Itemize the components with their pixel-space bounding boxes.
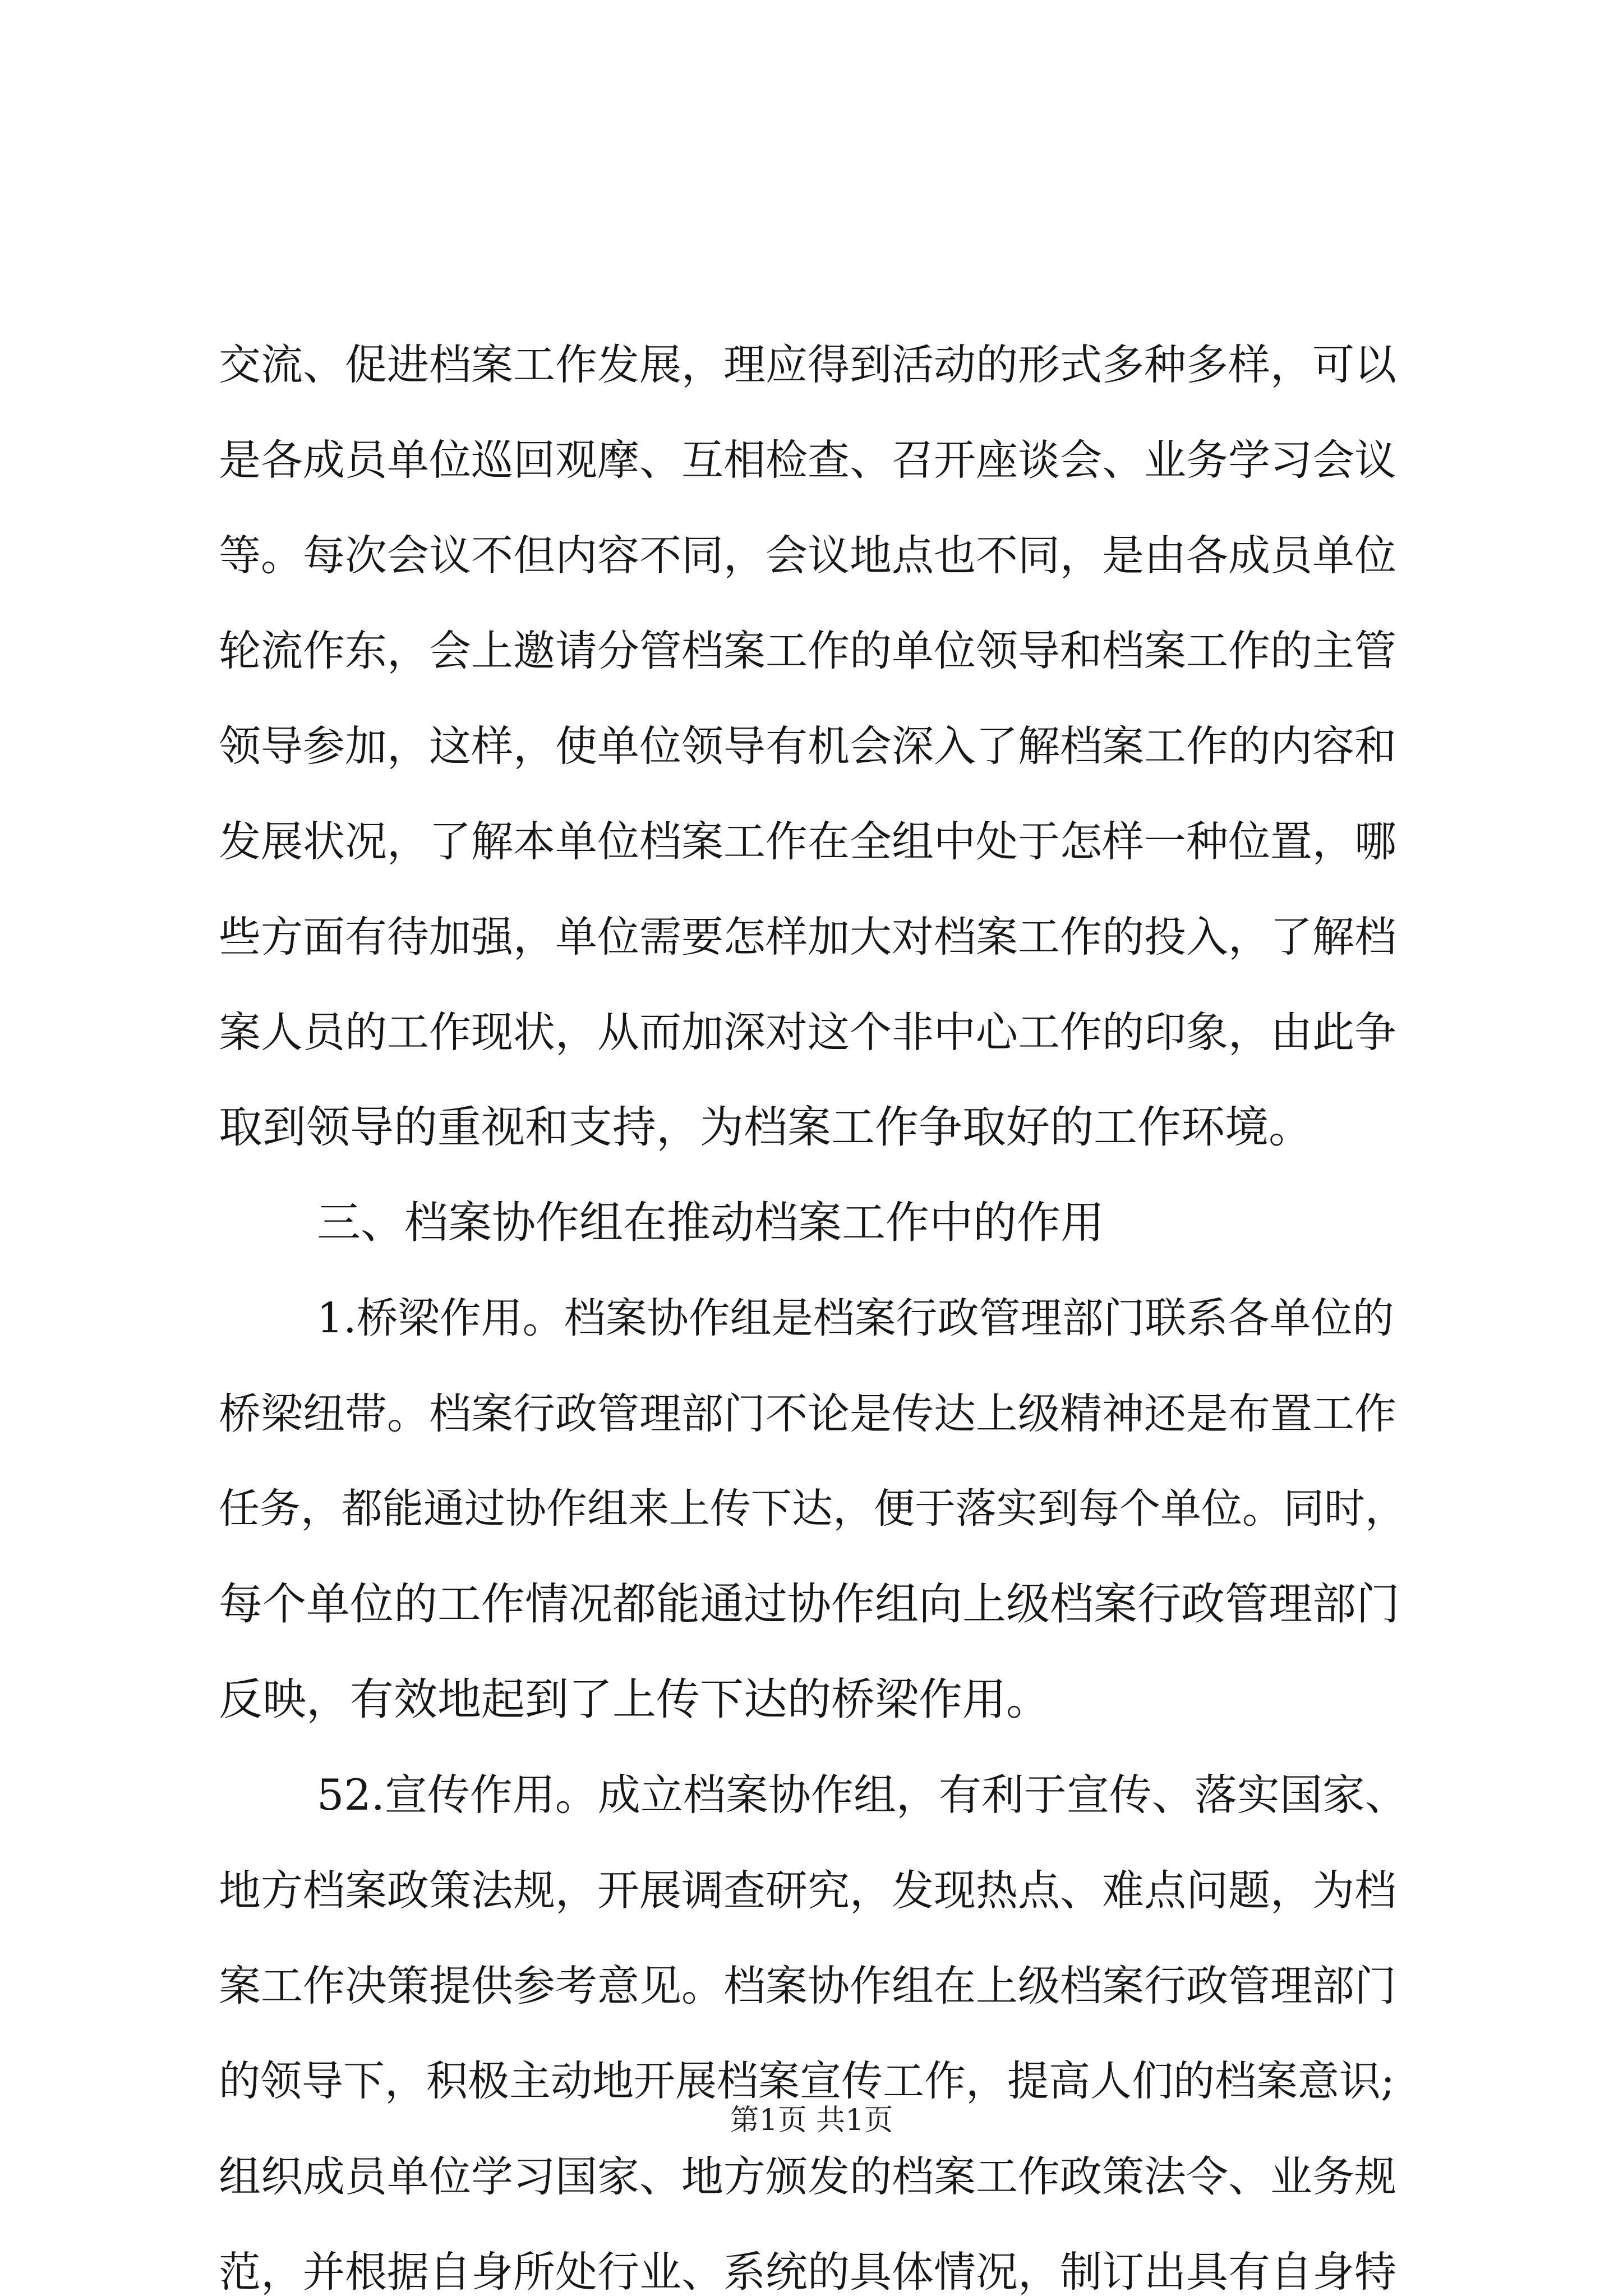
text-line: 的领导下，积极主动地开展档案宣传工作，提高人们的档案意识; [219, 2057, 1395, 2105]
text-line: 是各成员单位巡回观摩、互相检查、召开座谈会、业务学习会议 [219, 435, 1397, 485]
text-line: 1.桥梁作用。档案协作组是档案行政管理部门联系各单位的 [317, 1294, 1394, 1342]
page-footer: 第1页 共1页 [730, 2104, 893, 2137]
text-line: 52.宣传作用。成立档案协作组，有利于宣传、落实国家、 [317, 1770, 1408, 1820]
text-line: 些方面有待加强，单位需要怎样加大对档案工作的投入，了解档 [219, 912, 1397, 961]
body-text [219, 317, 1408, 2296]
text-line: 三、档案协作组在推动档案工作中的作用 [317, 1198, 1105, 1248]
text-line: 案人员的工作现状，从而加深对这个非中心工作的印象，由此争 [219, 1007, 1397, 1057]
text-line: 交流、促进档案工作发展，理应得到活动的形式多种多样，可以 [219, 340, 1397, 389]
text-line: 发展状况，了解本单位档案工作在全组中处于怎样一种位置，哪 [219, 817, 1397, 866]
text-line: 反映，有效地起到了上传下达的桥梁作用。 [219, 1674, 1050, 1725]
text-line: 领导参加，这样，使单位领导有机会深入了解档案工作的内容和 [219, 721, 1397, 771]
text-line: 案工作决策提供参考意见。档案协作组在上级档案行政管理部门 [219, 1961, 1397, 2010]
text-line: 轮流作东，会上邀请分管档案工作的单位领导和档案工作的主管 [219, 626, 1397, 675]
text-line: 取到领导的重视和支持，为档案工作争取好的工作环境。 [219, 1102, 1313, 1153]
text-line: 每个单位的工作情况都能通过协作组向上级档案行政管理部门 [219, 1579, 1400, 1630]
text-line: 任务，都能通过协作组来上传下达，便于落实到每个单位。同时， [219, 1485, 1406, 1533]
text-line: 等。每次会议不但内容不同，会议地点也不同，是由各成员单位 [219, 531, 1397, 580]
text-line: 范，并根据自身所处行业、系统的具体情况，制订出具有自身特 [219, 2247, 1397, 2296]
text-line: 组织成员单位学习国家、地方颁发的档案工作政策法令、业务规 [219, 2152, 1397, 2201]
text-line: 桥梁纽带。档案行政管理部门不论是传达上级精神还是布置工作 [219, 1389, 1397, 1438]
text-line: 地方档案政策法规，开展调查研究，发现热点、难点问题，为档 [219, 1866, 1397, 1915]
